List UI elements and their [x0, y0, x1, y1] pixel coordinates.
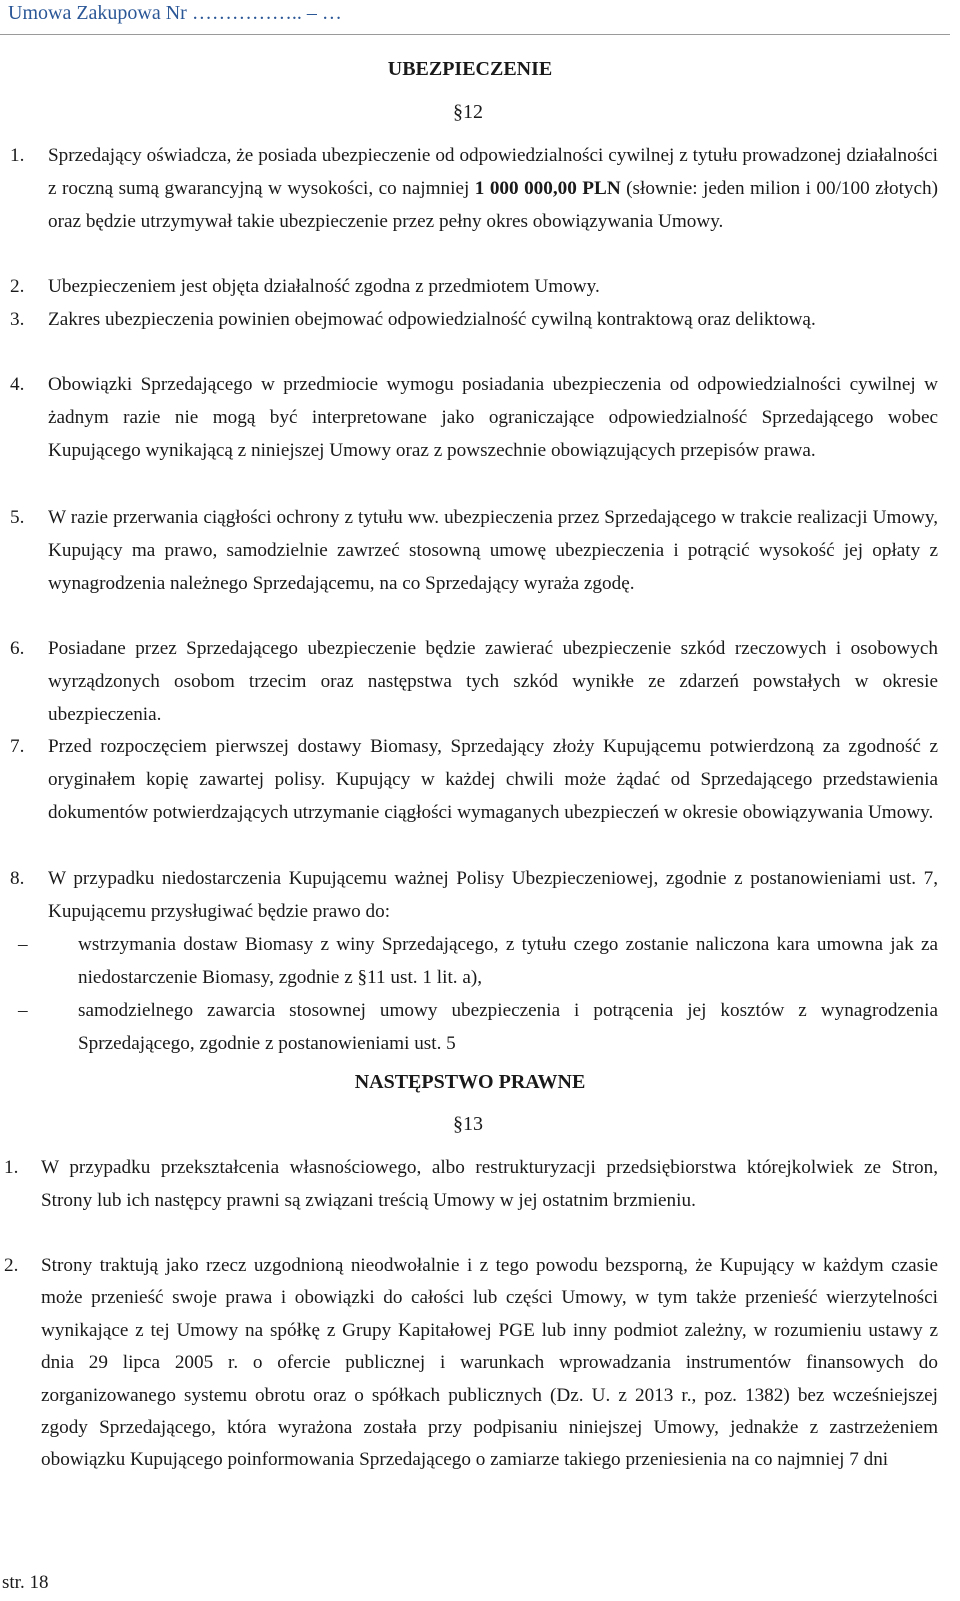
- item-number: 1.: [10, 145, 25, 166]
- item-text: W przypadku przekształcenia własnościowego, albo restrukturyzacji przedsiębiorstwa którejkolwiek ze Stron, Strony lub ich następcy prawni są związani treścią Umowy w jej ostatnim brzmieniu.: [41, 1157, 938, 1211]
- section-12-item-7: [10, 731, 938, 829]
- item-text: Obowiązki Sprzedającego w przedmiocie wymogu posiadania ubezpieczenia od odpowiedzialności cywilnej w żadnym razie nie mogą być interpretowane jako ograniczające odpowiedzialność Sprzedającego wobec Kupującego wynikającą z niniejszej Umowy oraz z powszechnie obowiązujących przepisów prawa.: [48, 374, 938, 461]
- item-number: 2.: [4, 1255, 19, 1276]
- item-text-part: Sprzedający oświadcza, że posiada ubezpieczenie od odpowiedzialności cywilnej z tytułu prowadzonej działalności z roczną sumą gwarancyjną w wysokości, co najmniej: [48, 145, 938, 199]
- section-12-item-3: [10, 304, 938, 337]
- item-text: W przypadku niedostarczenia Kupującemu ważnej Polisy Ubezpieczeniowej, zgodnie z postanowieniami ust. 7, Kupującemu przysługiwać będzie prawo do:: [48, 868, 938, 922]
- dash-marker: –: [18, 934, 28, 955]
- item-text-bold: 1 000 000,00 PLN: [474, 177, 621, 199]
- dash-marker: –: [18, 1000, 28, 1021]
- item-text: Strony traktują jako rzecz uzgodnioną nieodwołalnie i z tego powodu bezsporną, że Kupujący w każdym czasie może przenieść swoje prawa i obowiązki do całości lub części Umowy, w tym także przenieść wierzytelności wynikające z tej Umowy na spółkę z Grupy Kapitałowej PGE lub inny podmiot zależny, w rozumieniu ustawy z dnia 29 lipca 2005 r. o ofercie publicznej i warunkach wprowadzania instrumentów finansowych do zorganizowanego systemu obrotu oraz o spółkach publicznych (Dz. U. z 2013 r., poz. 1382) bez wcześniejszej zgody Sprzedającego, która wyrażona została przy podpisaniu niniejszej Umowy, jednakże z zastrzeżeniem obowiązku Kupującego poinformowania Sprzedającego o zamiarze takiego przeniesienia na co najmniej 7 dni: [41, 1255, 938, 1471]
- page-number: str. 18: [2, 1572, 49, 1593]
- section-12-dash-item-1: [18, 929, 938, 995]
- item-number: 7.: [10, 736, 25, 757]
- item-text: Zakres ubezpieczenia powinien obejmować odpowiedzialność cywilną kontraktową oraz deliktową.: [48, 309, 816, 330]
- section-12-item-8: [10, 863, 938, 929]
- item-text: W razie przerwania ciągłości ochrony z tytułu ww. ubezpieczenia przez Sprzedającego w trakcie realizacji Umowy, Kupujący ma prawo, samodzielnie zawrzeć stosowną umowę ubezpieczenia i potrącić wysokość jej opłaty z wynagrodzenia należnego Sprzedającemu, na co Sprzedający wyraża zgodę.: [48, 507, 938, 594]
- section-12-title: UBEZPIECZENIE: [387, 58, 553, 80]
- section-13-number: §13: [453, 1113, 483, 1135]
- section-13-item-1: [4, 1152, 938, 1218]
- item-text: wstrzymania dostaw Biomasy z winy Sprzedającego, z tytułu czego zostanie naliczona kara umowna jak za niedostarczenie Biomasy, zgodnie z §11 ust. 1 lit. a),: [78, 934, 938, 988]
- item-text: [48, 140, 938, 238]
- section-13-title: NASTĘPSTWO PRAWNE: [354, 1071, 586, 1093]
- item-text: Ubezpieczeniem jest objęta działalność zgodna z przedmiotem Umowy.: [48, 276, 600, 297]
- section-12-number: §12: [453, 101, 483, 123]
- section-12-dash-item-2: [18, 995, 938, 1061]
- section-12-item-2: [10, 271, 938, 304]
- item-number: 3.: [10, 309, 25, 330]
- item-number: 1.: [4, 1157, 19, 1178]
- item-text: Posiadane przez Sprzedającego ubezpieczenie będzie zawierać ubezpieczenie szkód rzeczowych i osobowych wyrządzonych osobom trzecim oraz następstwa tych szkód wynikłe ze zdarzeń powstałych w okresie ubezpieczenia.: [48, 638, 938, 725]
- item-number: 2.: [10, 276, 25, 297]
- item-text: samodzielnego zawarcia stosownej umowy ubezpieczenia i potrącenia jej kosztów z wynagrodzenia Sprzedającego, zgodnie z postanowieniami ust. 5: [78, 1000, 938, 1054]
- section-12-item-6: [10, 633, 938, 731]
- document-header-title: Umowa Zakupowa Nr …………….. – …: [8, 2, 342, 24]
- section-12-item-4: [10, 369, 938, 467]
- item-number: 6.: [10, 638, 25, 659]
- header-divider: [0, 34, 950, 35]
- item-text: Przed rozpoczęciem pierwszej dostawy Biomasy, Sprzedający złoży Kupującemu potwierdzoną za zgodność z oryginałem kopię zawartej polisy. Kupujący w każdej chwili może żądać od Sprzedającego przedstawienia dokumentów potwierdzających utrzymanie ciągłości wymaganych ubezpieczeń w okresie obowiązywania Umowy.: [48, 736, 938, 823]
- section-13-item-2: [4, 1250, 938, 1477]
- section-12-item-5: [10, 502, 938, 600]
- section-12-item-1: [10, 140, 938, 238]
- item-text-part: (słownie: jeden milion i 00/100 złotych) oraz będzie utrzymywał takie ubezpieczenie przez pełny okres obowiązywania Umowy.: [48, 177, 939, 232]
- item-number: 8.: [10, 868, 25, 889]
- item-number: 4.: [10, 374, 25, 395]
- item-number: 5.: [10, 507, 25, 528]
